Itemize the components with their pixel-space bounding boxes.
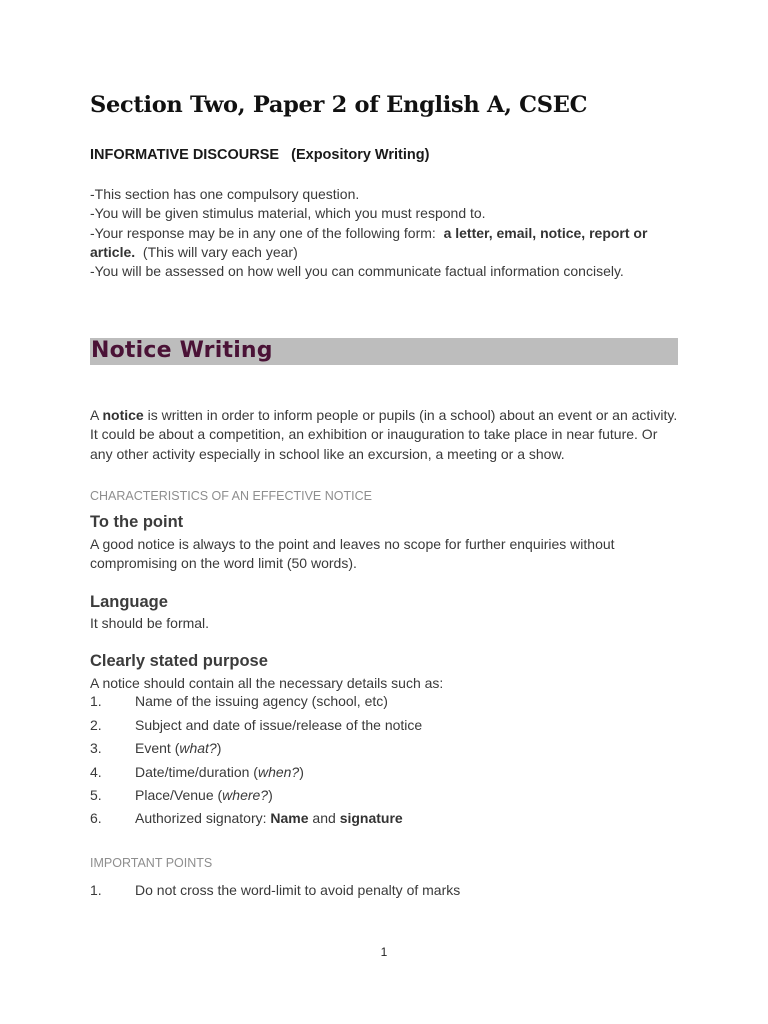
notice-paragraph-prefix: A	[90, 407, 103, 423]
language-heading: Language	[90, 593, 168, 611]
intro-line: -This section has one compulsory question.	[90, 186, 360, 202]
list-item-bold-name: Name	[270, 810, 309, 826]
intro-line: -You will be assessed on how well you can communicate factual information concisely.	[90, 263, 624, 280]
list-item-text	[135, 764, 304, 780]
intro-line	[90, 224, 690, 263]
page-title: Section Two, Paper 2 of English A, CSEC	[90, 92, 588, 118]
list-item-text-start: Place/Venue (	[135, 787, 223, 803]
list-item-text-end: )	[268, 787, 273, 803]
list-item-number: 5.	[90, 787, 102, 803]
list-item-number: 3.	[90, 740, 102, 756]
intro-line3-start: -Your response may be in any one of the following form:	[90, 224, 444, 241]
intro-line: -You will be given stimulus material, which you must respond to.	[90, 205, 486, 222]
intro-line3-end: (This will vary each year)	[135, 243, 298, 260]
list-item-text-end: )	[216, 740, 222, 756]
language-text: It should be formal.	[90, 615, 210, 631]
list-item-number: 4.	[90, 764, 102, 780]
list-item-bold-signature: signature	[339, 810, 403, 826]
to-the-point-heading: To the point	[90, 513, 184, 531]
intro-line3-bold: a letter, email, notice, report or article.	[90, 224, 652, 260]
list-item-text: Do not cross the word-limit to avoid penalty of marks	[135, 882, 461, 898]
to-the-point-text: A good notice is always to the point and leaves no scope for further enquiries without compromising on the word limit (50 words).	[90, 536, 615, 572]
characteristics-heading: CHARACTERISTICS OF AN EFFECTIVE NOTICE	[90, 489, 372, 503]
list-item-text-mid: and	[308, 810, 340, 826]
section-band	[90, 338, 678, 365]
purpose-heading: Clearly stated purpose	[90, 652, 268, 670]
notice-keyword: notice	[102, 407, 144, 423]
page-number: 1	[380, 945, 388, 959]
list-item-text: Name of the issuing agency (school, etc)	[135, 693, 388, 709]
list-item-italic: when?	[257, 764, 300, 780]
list-item-number: 6.	[90, 810, 102, 826]
list-item-text-end: )	[299, 764, 304, 780]
list-item-italic: what?	[179, 740, 217, 756]
list-item-number: 1.	[90, 882, 102, 898]
list-item-text	[135, 740, 221, 756]
list-item-text	[135, 810, 403, 826]
important-points-heading: IMPORTANT POINTS	[90, 856, 213, 870]
list-item-text	[135, 787, 273, 803]
notice-paragraph	[90, 406, 680, 464]
list-item-text-start: Authorized signatory:	[135, 810, 271, 826]
purpose-text: A notice should contain all the necessary details such as:	[90, 675, 444, 691]
list-item-number: 1.	[90, 693, 102, 709]
list-item-text-start: Date/time/duration (	[135, 764, 258, 780]
notice-paragraph-rest: is written in order to inform people or pupils (in a school) about an event or an activity. It could be about a competition, an exhibition or inauguration to take place in near future. Or any other activity especially in school like an excursion, a meeting or a show.	[90, 407, 678, 462]
intro-block	[90, 185, 690, 281]
section-title: Notice Writing	[91, 338, 273, 363]
list-item-number: 2.	[90, 717, 102, 733]
list-item-italic: where?	[222, 787, 269, 803]
list-item-text-start: Event (	[135, 740, 180, 756]
list-item-text: Subject and date of issue/release of the notice	[135, 717, 423, 733]
informative-discourse-heading: INFORMATIVE DISCOURSE (Expository Writing)	[90, 147, 430, 163]
